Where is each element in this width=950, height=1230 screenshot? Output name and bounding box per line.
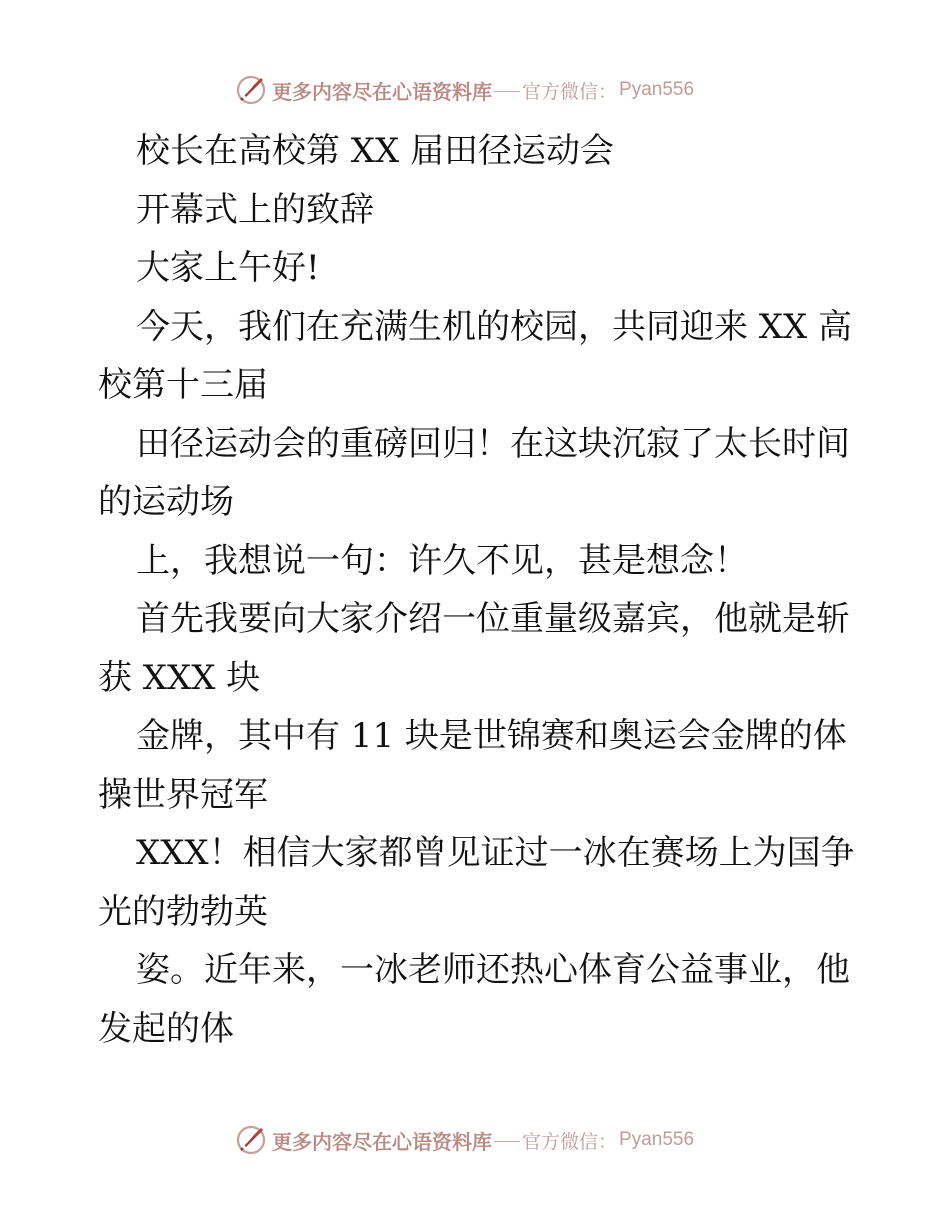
text-line: 光的勃勃英 — [98, 891, 268, 932]
text-line: 获 XXX 块 — [98, 657, 261, 698]
header-banner — [234, 70, 694, 110]
document-body — [98, 122, 858, 1058]
pen-nib-logo-icon — [234, 1123, 268, 1157]
text-line: 首先我要向大家介绍一位重量级嘉宾，他就是斩 — [136, 599, 850, 639]
footer-banner — [234, 1120, 694, 1160]
text-line: 上，我想说一句：许久不见，甚是想念！ — [136, 540, 748, 581]
banner-wechat-id: Pyan556 — [619, 79, 695, 100]
text-line: 校第十三届 — [98, 365, 268, 405]
banner-dash — [494, 91, 520, 92]
text-line: XXX！相信大家都曾见证过一冰在赛场上为国争 — [136, 833, 855, 873]
text-line: 金牌，其中有 11 块是世锦赛和奥运会金牌的体 — [136, 716, 847, 756]
banner-dash — [494, 1141, 520, 1142]
text-line: 开幕式上的致辞 — [136, 189, 374, 230]
banner-wechat-label: 官方微信： — [522, 80, 618, 103]
banner-wechat-label: 官方微信： — [522, 1130, 618, 1153]
text-line: 操世界冠军 — [98, 774, 268, 815]
text-line: 姿。近年来，一冰老师还热心体育公益事业，他 — [136, 950, 850, 990]
banner-title: 更多内容尽在心语资料库 — [272, 79, 492, 104]
text-line: 今天，我们在充满生机的校园，共同迎来 XX 高 — [136, 306, 853, 347]
text-line: 的运动场 — [98, 482, 234, 522]
banner-title: 更多内容尽在心语资料库 — [272, 1129, 492, 1154]
pen-nib-logo-icon — [234, 73, 268, 107]
text-line: 田径运动会的重磅回归！在这块沉寂了太长时间 — [136, 423, 850, 464]
banner-wechat-id: Pyan556 — [619, 1129, 695, 1150]
text-line: 大家上午好! — [136, 248, 320, 288]
text-line: 发起的体 — [98, 1008, 234, 1049]
text-line: 校长在高校第 XX 届田径运动会 — [136, 131, 615, 171]
